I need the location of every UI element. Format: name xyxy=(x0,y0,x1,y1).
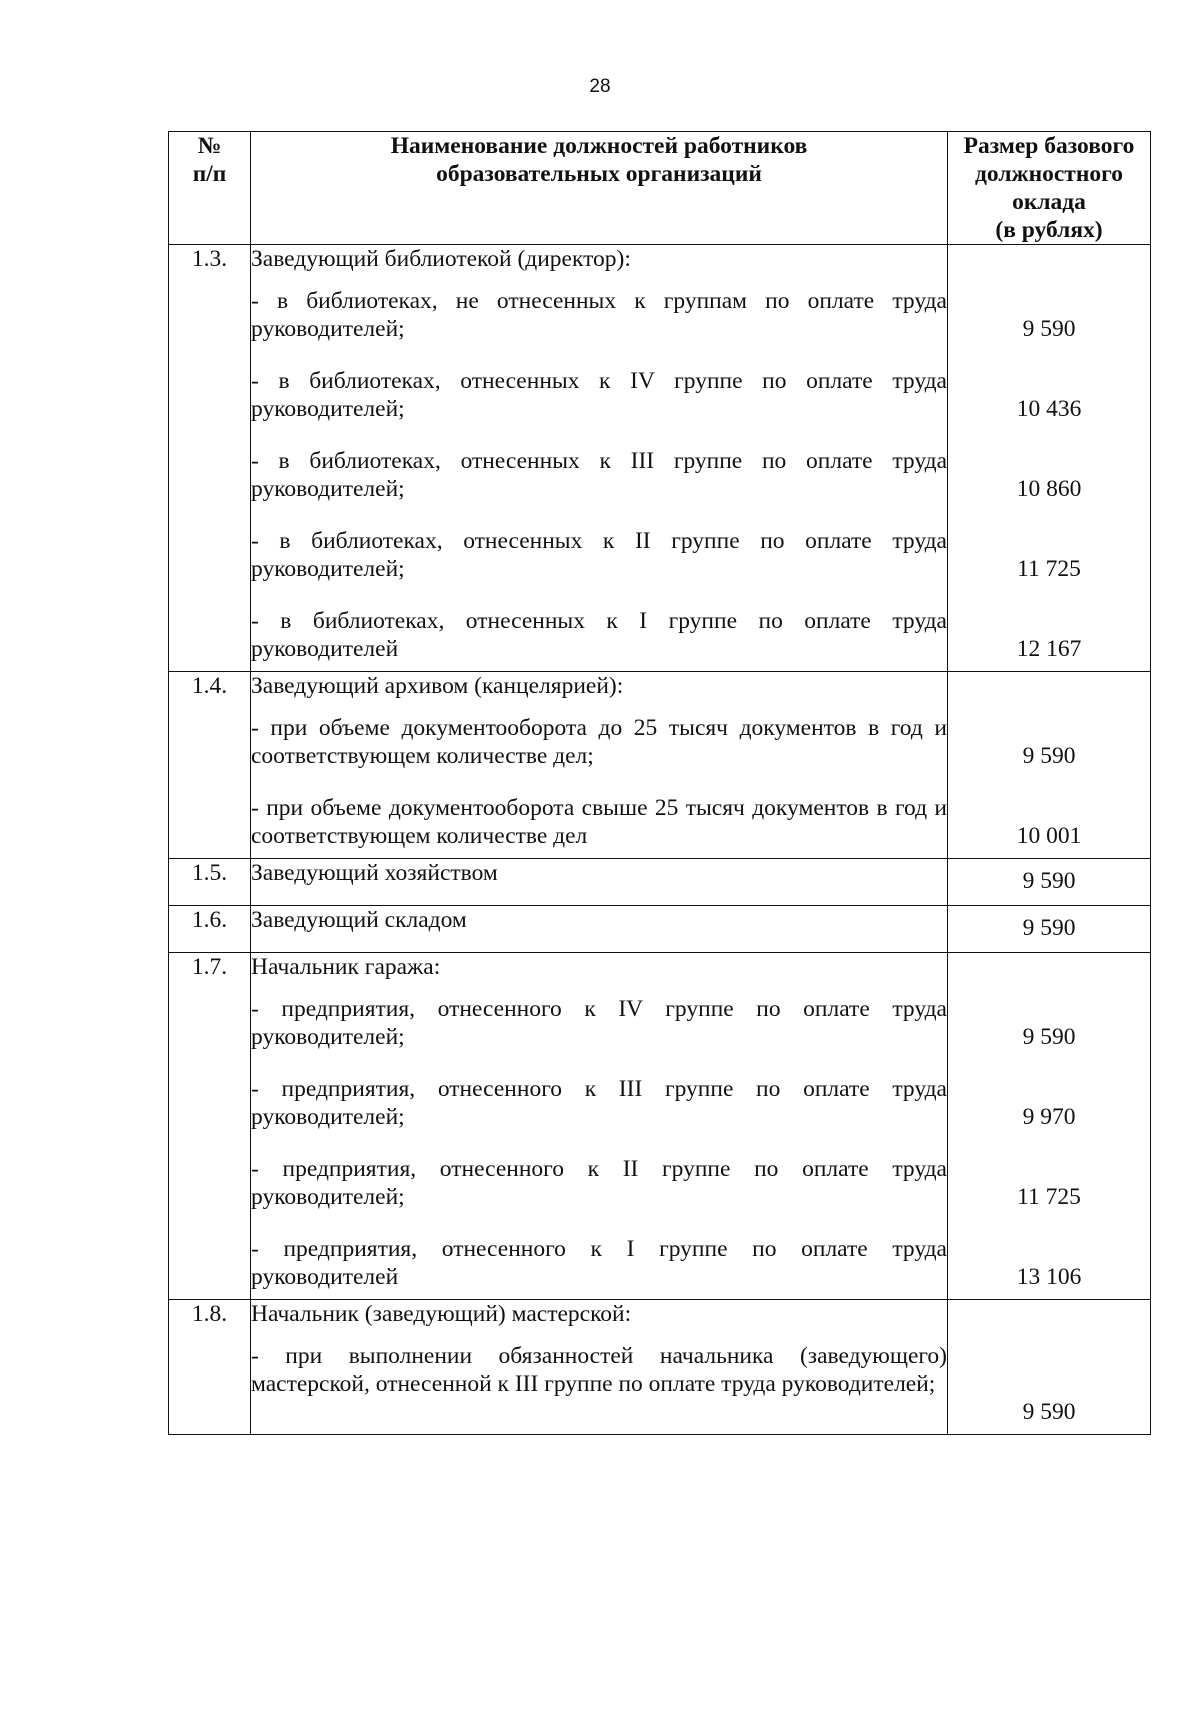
salary-cell xyxy=(948,245,1151,672)
position-subitem: - в библиотеках, не отнесенных к группам по оплате труда руководителей; xyxy=(251,288,947,342)
header-position-name xyxy=(251,132,948,245)
table-header-row xyxy=(169,132,1151,245)
position-subitem: - в библиотеках, отнесенных к II группе по оплате труда руководителей; xyxy=(251,528,947,582)
position-title: Начальник (заведующий) мастерской: xyxy=(251,1301,632,1327)
header-number-symbol: № xyxy=(197,133,222,159)
position-cell xyxy=(251,1300,948,1435)
position-subitem: - предприятия, отнесенного к I группе по оплате труда руководителей xyxy=(251,1236,947,1290)
salary-value: 9 590 xyxy=(1022,1399,1076,1425)
salary-value: 11 725 xyxy=(1017,556,1081,582)
salary-value: 11 725 xyxy=(1017,1184,1081,1210)
salary-cell xyxy=(948,953,1151,1300)
position-subitem: - в библиотеках, отнесенных к I группе по оплате труда руководителей xyxy=(251,608,947,662)
salary-value: 9 590 xyxy=(948,859,1151,906)
position-title: Заведующий библиотекой (директор): xyxy=(251,246,631,272)
salary-value: 10 860 xyxy=(1016,476,1082,502)
position-title: Заведующий архивом (канцелярией): xyxy=(251,673,624,699)
table-row xyxy=(169,859,1151,906)
salary-value: 9 590 xyxy=(1022,743,1076,769)
position-cell xyxy=(251,672,948,859)
salary-cell xyxy=(948,672,1151,859)
position-subitem: - в библиотеках, отнесенных к IV группе по оплате труда руководителей; xyxy=(251,368,947,422)
table-row xyxy=(169,1300,1151,1435)
row-number: 1.5. xyxy=(169,859,251,906)
row-number: 1.3. xyxy=(169,245,251,672)
header-name-line-2: образовательных организаций xyxy=(436,161,762,187)
position-subitem: - при выполнении обязанностей начальника (заведующего) мастерской, отнесенной к III группе по оплате труда руководителей; xyxy=(251,1343,947,1397)
header-number xyxy=(169,132,251,245)
page-number: 28 xyxy=(589,76,611,97)
table-row xyxy=(169,906,1151,953)
position-subitem: - предприятия, отнесенного к III группе по оплате труда руководителей; xyxy=(251,1076,947,1130)
position-cell xyxy=(251,953,948,1300)
position-subitem: - при объеме документооборота свыше 25 тысяч документов в год и соответствующем количестве дел xyxy=(251,795,947,849)
position-title: Начальник гаража: xyxy=(251,954,441,980)
row-number: 1.6. xyxy=(169,906,251,953)
header-salary-line-3: оклада xyxy=(1012,189,1086,215)
header-salary-line-1: Размер базового xyxy=(963,133,1135,159)
position-cell xyxy=(251,245,948,672)
salary-value: 9 590 xyxy=(1022,316,1076,342)
header-salary xyxy=(948,132,1151,245)
table-row xyxy=(169,953,1151,1300)
salary-value: 9 590 xyxy=(1022,1024,1076,1050)
salary-value: 9 970 xyxy=(1022,1104,1076,1130)
row-number: 1.8. xyxy=(169,1300,251,1435)
position-subitem: - при объеме документооборота до 25 тысяч документов в год и соответствующем количестве дел; xyxy=(251,715,947,769)
position-subitem: - предприятия, отнесенного к II группе по оплате труда руководителей; xyxy=(251,1156,947,1210)
salary-table xyxy=(168,131,1151,1435)
header-name-line-1: Наименование должностей работников xyxy=(390,133,808,159)
row-number: 1.7. xyxy=(169,953,251,1300)
salary-value: 13 106 xyxy=(1016,1264,1082,1290)
header-number-abbr: п/п xyxy=(192,161,227,187)
salary-value: 10 436 xyxy=(1016,396,1082,422)
salary-cell xyxy=(948,1300,1151,1435)
row-number: 1.4. xyxy=(169,672,251,859)
header-salary-line-4: (в рублях) xyxy=(995,217,1103,243)
salary-value: 9 590 xyxy=(948,906,1151,953)
table-row xyxy=(169,245,1151,672)
position-subitem: - в библиотеках, отнесенных к III группе по оплате труда руководителей; xyxy=(251,448,947,502)
header-salary-line-2: должностного xyxy=(975,161,1123,187)
position-subitem: - предприятия, отнесенного к IV группе по оплате труда руководителей; xyxy=(251,996,947,1050)
position-title: Заведующий складом xyxy=(251,906,948,953)
salary-value: 10 001 xyxy=(1016,823,1082,849)
salary-value: 12 167 xyxy=(1016,636,1082,662)
position-title: Заведующий хозяйством xyxy=(251,859,948,906)
table-row xyxy=(169,672,1151,859)
